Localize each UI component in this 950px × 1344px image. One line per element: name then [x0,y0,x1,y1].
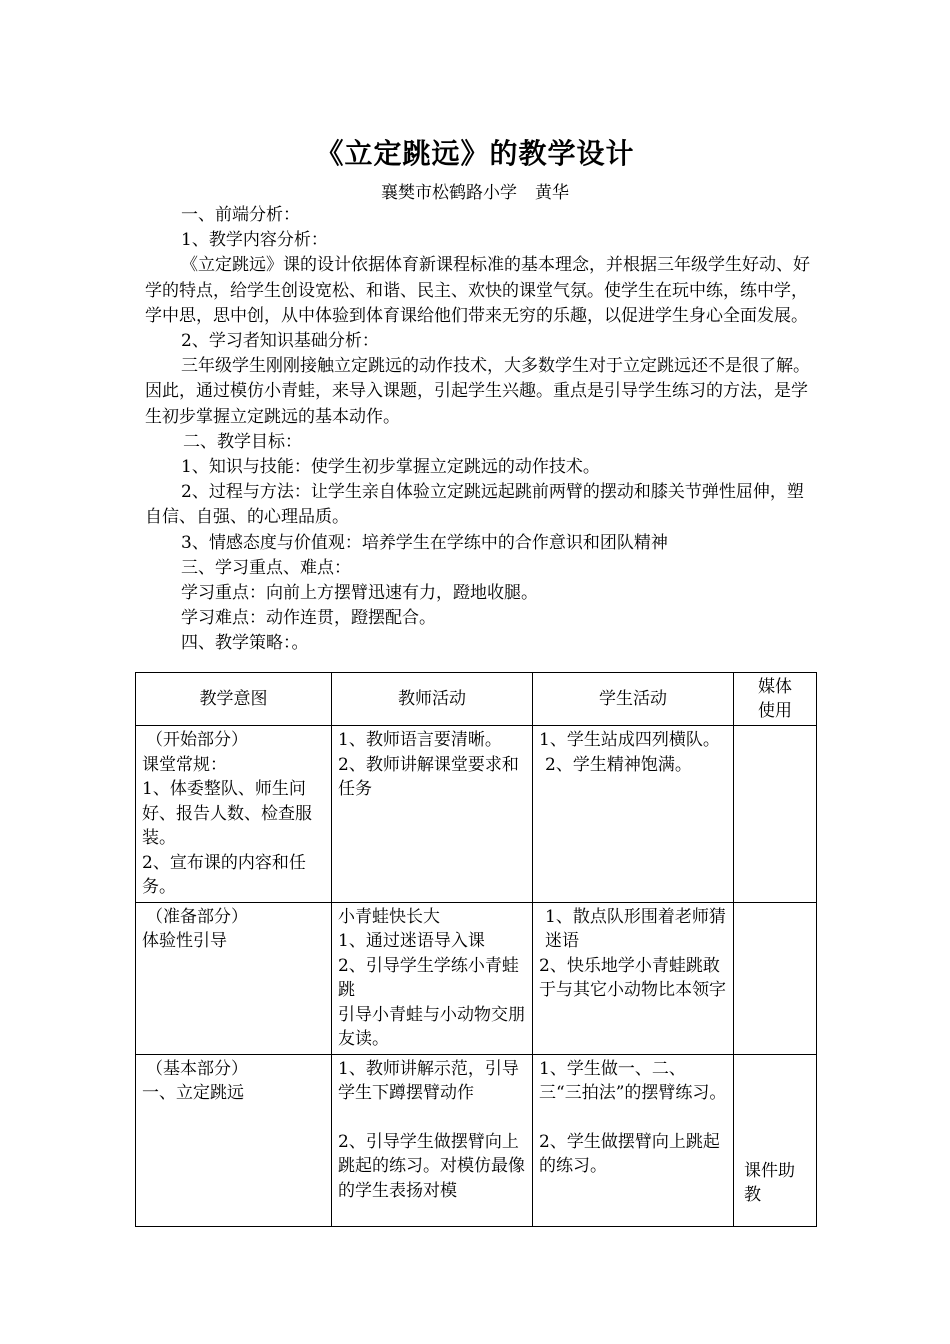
cell-line: 1、散点队形围着老师猜迷语 [545,906,726,951]
cell-line: 小青蛙快长大 [338,906,440,927]
subsection-heading: 1、教学内容分析： [181,230,328,251]
spacer [338,1106,526,1130]
header-teacher: 教师活动 [332,673,533,726]
cell-teacher [332,902,533,1054]
cell-line: 课堂常规： [142,754,227,775]
cell-line: 1、学生做一、二、三“三拍法”的摆臂练习。 [539,1058,727,1103]
paragraph [145,253,810,329]
table-row [136,1054,817,1226]
cell-intent [136,902,332,1054]
cell-line: 一、立定跳远 [142,1083,244,1103]
objective-item: 1、知识与技能：使学生初步掌握立定跳远的动作技术。 [181,457,600,478]
cell-line: 1、体委整队、师生问好、报告人数、检查服装。 [142,779,312,848]
section-heading: 二、教学目标： [183,431,302,452]
cell-line: 引导小青蛙与小动物交朋友读。 [338,1004,525,1049]
spacer [539,1106,727,1130]
table-row [136,726,817,903]
cell-line: 2、学生做摆臂向上跳起的练习。 [539,1131,720,1176]
cell-media [734,902,817,1054]
cell-line: 1、教师讲解示范，引导学生下蹲摆臂动作 [338,1058,519,1103]
cell-line: 1、教师语言要清晰。 [338,730,502,750]
cell-line: 1、学生站成四列横队。 [539,730,720,750]
document-title: 《立定跳远》的教学设计 [315,137,635,170]
cell-line: 2、快乐地学小青蛙跳敢于与其它小动物比本领字 [539,955,726,1000]
paragraph: 三年级学生刚刚接触立定跳远的动作技术，大多数学生对于立定跳远还不是很了解。因此，通过模仿小青蛙，来导入课题，引起学生兴趣。重点是引导学生练习的方法，是学生初步掌握立定跳远的基本动作。 [145,356,810,427]
cell-intent [136,726,332,903]
cell-teacher [332,1054,533,1226]
cell-student [533,1054,734,1226]
cell-line: 1、通过迷语导入课 [338,931,485,951]
difficult-point: 学习难点：动作连贯，蹬摆配合。 [181,608,436,629]
header-intent: 教学意图 [136,673,332,726]
author-name: 黄华 [535,183,569,203]
cell-line: 课件助教 [744,1160,795,1205]
key-point: 学习重点：向前上方摆臂迅速有力，蹬地收腿。 [181,583,538,604]
table-header-row [136,673,817,726]
header-media-line: 使用 [758,701,792,721]
cell-line: 体验性引导 [142,931,227,951]
cell-teacher [332,726,533,903]
cell-line: （基本部分） [146,1058,248,1079]
cell-line: 2、学生精神饱满。 [545,754,692,775]
header-student: 学生活动 [533,673,734,726]
section-heading: 三、学习重点、难点： [181,557,351,578]
cell-line: （准备部分） [146,906,248,927]
cell-line: （开始部分） [146,730,248,750]
section-heading: 四、教学策略：。 [181,633,309,654]
cell-line: 2、引导学生做摆臂向上跳起的练习。对模仿最像的学生表扬对模 [338,1131,525,1201]
cell-line: 2、教师讲解课堂要求和任务 [338,754,519,799]
table-row [136,902,817,1054]
subsection-heading: 2、学习者知识基础分析： [181,331,379,352]
section-heading: 一、前端分析： [181,205,300,225]
objective-item: 2、过程与方法：让学生亲自体验立定跳远起跳前两臂的摆动和膝关节弹性屈伸，塑自信、自强、的心理品质。 [145,482,804,528]
cell-media [734,726,817,903]
cell-media [734,1054,817,1226]
author-school: 襄樊市松鹤路小学 [381,183,517,203]
objective-item: 3、情感态度与价值观：培养学生在学练中的合作意识和团队精神 [181,532,668,553]
header-media-line: 媒体 [758,677,792,697]
cell-student [533,902,734,1054]
author-line [0,178,950,203]
paragraph-text: 《立定跳远》课的设计依据体育新课程标准的基本理念，并根据三年级学生好动、好学的特点，给学生创设宽松、和谐、民主、欢快的课堂气氛。使学生在玩中练，练中学，学中思，思中创，从中体验到体育课给他们带来无穷的乐趣，以促进学生身心全面发展。 [145,255,810,326]
teaching-table [135,672,817,1227]
document-body [145,203,810,657]
cell-student [533,726,734,903]
cell-intent [136,1054,332,1226]
header-media [734,673,817,726]
cell-line: 2、引导学生学练小青蛙跳 [338,955,519,1000]
cell-line: 2、宣布课的内容和任务。 [142,852,306,897]
